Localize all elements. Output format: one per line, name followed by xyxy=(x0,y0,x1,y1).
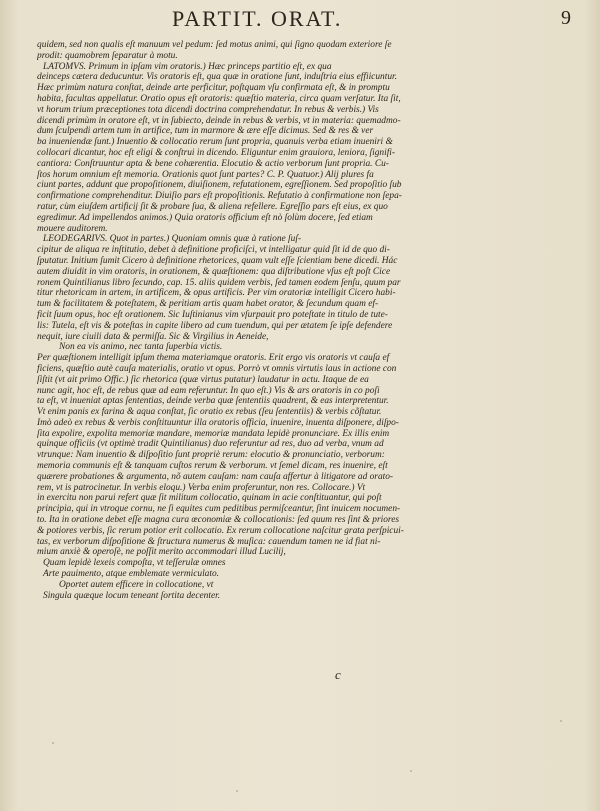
verse-line: Quam lepidè lexeis compoſta, vt teſſerulæ omnes xyxy=(43,558,226,569)
text-line: collocari dicantur, hoc eſt eligi & conſtrui in dicendo. Eliguntur enim grauiora, leniora, ſignifi- xyxy=(37,147,396,158)
text-line: quinque officiis (vt optimè tradit Quintilianus) duo referuntur ad res, duo ad verba, vnum ad xyxy=(37,439,384,450)
text-line: tas, ex verborum diſpoſitione & ſtructura numerus & muſica: cauendum tamen ne id fiat ni- xyxy=(37,536,381,547)
verse-line: Singula quæque locum teneant ſortita decenter. xyxy=(43,590,221,601)
text-line: ronem Quintilianus libro ſecundo, cap. 15. aliis quidem verbis, ſed tamen eodem ſenſu, quum par xyxy=(37,277,401,288)
text-line: deinceps cætera deducuntur. Vis oratoris eſt, qua quæ in oratione ſunt, induſtria eius effiicuntur. xyxy=(37,72,397,83)
text-line: LATOMVS. Primum in ipſam vim oratoris.) Hæc princeps partitio eſt, ex qua xyxy=(43,61,332,72)
text-line: titur rhetoricam in artem, in artificem, & opus artificis. Per vim oratoriæ intelligit Cicero habi- xyxy=(37,288,396,299)
text-line: memoria communis eſt & tanquam cuſtos rerum & verborum. vt ſemel dicam, res inuenire, eſt xyxy=(37,461,388,472)
text-line: to. Ita in oratione debet eſſe magna cura œconomiæ & collocationis: ſed quum res ſint & priores xyxy=(37,515,400,526)
text-line: Oportet autem efficere in collocatione, vt xyxy=(59,579,214,590)
text-line: ſita expolire, expolita memoriæ mandare, memoriæ mandata lepidè pronunciare. Ex illis enim xyxy=(37,428,390,439)
text-line: prodit: quamobrem ſeparatur à motu. xyxy=(37,50,178,61)
text-line: autem diuidit in vim oratoris, in orationem, & quæſtionem: qua diſtributione vſus eſt poſt Cice xyxy=(37,266,391,277)
text-line: rem, vt is patrocinetur. In verbis eloqu.) Verba enim proferuntur, non res. Collocare.) Vt xyxy=(37,482,366,493)
text-line: Hæc primùm natura conſtat, deinde arte perficitur, poſtquam vſu confirmata eſt, & in promptu xyxy=(37,83,390,94)
page-header xyxy=(0,6,600,32)
text-line: vt horum trium præceptiones tota dicendi doctrina comprehendatur. In rebus & verbis.) Vis xyxy=(37,104,379,115)
text-line: Imò adeò ex rebus & verbis conſtituuntur illa oratoris officia, inuenire, inuenta diſponere, diſpo- xyxy=(37,417,399,428)
paper-speck xyxy=(52,742,54,744)
text-line: principia, qui in vtroque cornu, ne ſi equites cum peditibus permiſceantur, ſint inuicem nocumen- xyxy=(37,504,401,515)
text-line: quidem, sed non qualis eſt manuum vel pedum: ſed motus animi, qui ſigno quodam exteriore ſe xyxy=(37,40,392,50)
text-line: lis: Tutela, eſt vis & poteſtas in capite libero ad cum tuendum, qui per ætatem ſe ipſe defendere xyxy=(37,320,393,331)
text-line: cantiora: Conſtruuntur apta & bene cohærentia. Elocutio & actio verborum ſunt propria. Cu- xyxy=(37,158,389,169)
text-line: Vt enim panis ex farina & aqua conſtat, ſic oratio ex rebus (ſeu ſententiis) & verbis cõſtatur. xyxy=(37,407,382,418)
text-line: confirmatione comprehenditur. Diuiſio pars eſt propoſitionis. Refutatio à confirmatione non ſepa- xyxy=(37,191,402,202)
text-line: quærere probationes & argumenta, nõ autem cauſam: nam cauſa affertur à litigatore ad orato- xyxy=(37,471,394,482)
text-line: cipitur de aliqua re inſtitutio, debet à definitione proficiſci, vt intelligatur quid ſit id de quo di- xyxy=(37,245,390,256)
text-line: in exercitu non parui refert quæ ſit militum collocatio, quinam in acie conſtituantur, qui poſt xyxy=(37,493,382,504)
text-line: nunc agit, hoc eſt, de rebus quæ ad eam referuntur. In quo eſt.) Vis & ars oratoris in co poſi xyxy=(37,385,380,396)
text-line: dicendi primùm in oratore eſt, vt in ſubiecto, deinde in rebus & verbis, vt in materia: quemadmo- xyxy=(37,115,401,126)
text-line: Per quæſtionem intelligit ipſum thema materiamque oratoris. Erit ergo vis oratoris vt cauſa ef xyxy=(37,353,390,364)
text-line: & potiores verbis, ſic rerum potior erit collocatio. Ex rerum collocatione naſcitur grata perſpicui- xyxy=(37,525,404,536)
text-line: ficit ſuum opus, hoc eſt orationem. Sic Iuſtinianus vim vſurpauit pro poteſtate in titulo de tute- xyxy=(37,309,388,320)
text-line: mium anxiè & operoſè, ne poſſit merito accommodari illud Lucilij, xyxy=(37,547,286,558)
text-line: nequit, iure ciuili data & permiſſa. Sic & Virgilius in Aeneide, xyxy=(37,331,269,342)
text-line: vtrunque: Nam inuentio & diſpoſitio ſunt propriè rerum: elocutio & pronunciatio, verborum: xyxy=(37,450,385,461)
paper-speck xyxy=(410,770,412,772)
text-line: tum & facilitatem & poteſtatem, & peritiam artis quam habet orator, & ſecundum quam ef- xyxy=(37,299,379,310)
text-line: ſtos horum omnium eſt memoria. Orationis quot ſunt partes? C. P. Quatuor.) Alij plures fa xyxy=(37,169,374,180)
paper-speck xyxy=(236,790,238,792)
text-line: dum ſculpendi artem tum in artifice, tum in marmore & ære eſſe dicimus. Sed & res & ver xyxy=(37,126,374,137)
text-line: ficiens, quæſtio autè cauſa materialis, oratio vt opus. Porrò vt omnis virtutis laus in actione con xyxy=(37,363,397,374)
text-line: ſiſtit (vt ait primo Offic.) ſic rhetorica (quæ virtus putatur) laudatur in actu. Itaque de ea xyxy=(37,374,369,385)
verse-line: Arte pauimento, atque emblemate vermiculato. xyxy=(43,569,219,580)
text-line: ciunt partes, addunt que propoſitionem, diuiſionem, refutationem, egreſſionem. Sed propoſitio ſub xyxy=(37,180,402,191)
text-line: ba inueniendæ ſunt.) Inuentio & collocatio rerum ſunt propria, quanuis verba etiam inueniri & xyxy=(37,137,393,148)
text-line: ratur, cùm eiuſdem artificij ſit & probare ſua, & aliena refellere. Egreſſio pars eſt eius, ex quo xyxy=(37,201,388,212)
text-line: ta eſt, vt inueniat aptas ſententias, deinde verba quæ ſententiis quadrent, & eas interpretentur. xyxy=(37,396,389,407)
signature-mark: c xyxy=(335,667,341,682)
text-line: mouere auditorem. xyxy=(37,223,108,234)
text-line: ſputatur. Initium ſumit Cicero à definitione rhetorices, quam vult eſſe ſcientiam bene dicedi. Hác xyxy=(37,255,398,266)
text-line: LEODEGARIVS. Quot in partes.) Quoniam omnis quæ à ratione ſuſ- xyxy=(43,234,302,245)
text-line: habita, facultas appellatur. Oratio opus eſt oratoris: quæſtio materia, circa quam verſatur. Ita ſit, xyxy=(37,93,401,104)
running-title: PARTIT. ORAT. xyxy=(172,6,343,31)
page-number: 9 xyxy=(561,7,571,29)
commentary-text xyxy=(37,40,577,680)
text-line: egredimur. Ad impellendos animos.) Quia oratoris officium eſt nò ſolùm docere, ſed etiam xyxy=(37,212,373,223)
paper-speck xyxy=(560,720,562,722)
verse-line: Non ea vis animo, nec tanta ſuperbia victis. xyxy=(59,342,223,353)
